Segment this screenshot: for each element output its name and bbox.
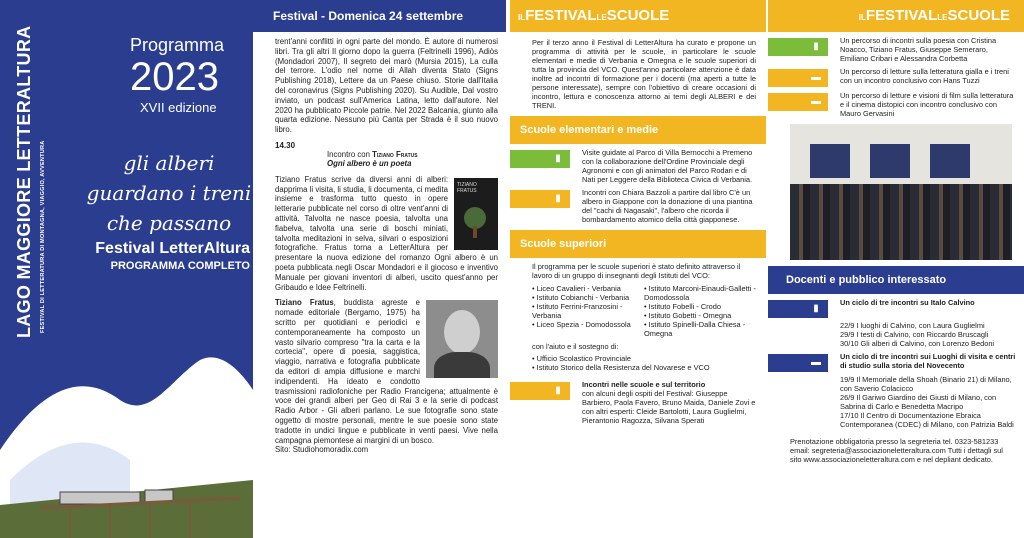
school-item: • Liceo Spezia - Domodossola [532,320,644,329]
list-item [510,376,766,425]
item-text: Un percorso di incontri sulla poesia con Cristina Noacco, Tiziano Fratus, Giuseppe Semeraro, Emiliano Cribari e Alessandra Corbetta [840,36,997,63]
luoghi-dates [768,372,1024,429]
year: 2023 [130,55,219,99]
item-text: Un percorso di letture sulla letteratura gialla e i treni con un incontro conclusivo con Hans Tuzzi [840,67,1009,85]
schools-list [510,280,766,338]
docenti-header: Docenti e pubblico interessato [768,266,1024,294]
support-item: • Ufficio Scolastico Provinciale [532,354,756,363]
book-icon: ▮ [555,153,561,164]
date-item: 17/10 Il Centro di Documentazione Ebraica Contemporanea (CDEC) di Milano, con Patrizia Baldi [840,411,1014,429]
item-text: Un percorso di letture e visioni di film sulla letteratura e il cinema distopici con incontro conclusivo con Mauro Gervasini [840,91,1014,118]
list-item [768,348,1024,372]
section-header: Festival - Domenica 24 settembre [253,0,506,32]
header-scuole: SCUOLE [947,7,1010,24]
incontro-prefix: Incontro con [327,149,370,159]
bio-text: , buddista agreste e nomade editoriale (Bergamo, 1975) ha scritto per quotidiani e periodici e contemporaneamente ha composto un vasto silvario compreso "tra la carta e la cortecia", opere di poesia, saggistica, viaggio, narrativa e fotografia pubblicate da editori di ampia diffusione e marchi indipendenti. Ha ideato e condotto trasmissioni radiofoniche per Radio Francigena; attualmente è voce dei grandi alberi per Geo di Rai 3 e la serie di podcast Radio Arbor - Gli alberi parlano. Le sue fotografie sono state oggetto di mostre personali, mentre le sue poesie sono state tradotte in undici lingue e pubblicate in venti paesi. Vive nella campagna piemontese ai margini di un bosco. [275,298,498,445]
school-item: • Istituto Ferrini-Franzosini - Verbania [532,302,644,320]
panel-schools [510,0,766,538]
programma-label: Programma [130,35,225,55]
date-item: 22/9 I luoghi di Calvino, con Laura Guglielmi [840,321,985,330]
elementari-header: Scuole elementari e medie [510,116,766,144]
section-header-schools-2 [768,0,1024,32]
train-icon: ▬ [811,96,821,107]
section-header-schools [510,0,766,32]
train-icon: ▬ [811,357,821,368]
support-item: • Istituto Storico della Resistenza del Novarese e VCO [532,363,756,372]
calvino-dates [768,318,1024,348]
panel-festival-sunday [253,0,506,538]
speaker-name: Tiziano Fratus [372,149,418,159]
author-portrait [426,300,498,378]
school-item: • Istituto Spinelli-Dalla Chiesa - Omegna [644,320,756,338]
school-item: • Istituto Fobelli - Crodo [644,302,756,311]
header-il: IL [518,13,526,22]
audience-photo [790,124,1012,260]
list-item [768,294,1024,318]
header-festival: FESTIVAL [865,7,938,24]
train-icon: ▬ [811,72,821,83]
cover-panel [0,0,253,538]
booking-footer: Prenotazione obbligatoria presso la segreteria tel. 0323-581233 email: segreteria@associazioneletteraltura.com Tutti i dettagli sul sito www.associazioneletteraltura.com e nel depliant dedicato. [790,437,1003,464]
panel-schools-2 [768,0,1024,538]
list-item [510,184,766,224]
festival-name: Festival LetterAltura [95,240,250,257]
calvino-title: Un ciclo di tre incontri su Italo Calvino [840,298,975,307]
vertical-subtitle: FESTIVAL DI LETTERATURA DI MONTAGNA, VIAGGIO, AVVENTURA [40,140,46,333]
event-description: Tiziano Fratus scrive da diversi anni di alberi: dapprima li visita, li studia, li documenta, ci medita insieme e trasforma tutto questo in opere letterarie pubblicate nel corso di oltre vent'anni di attività. Talvolta ne nasce poesia, talvolta una fiabelva, talvolta una serie di boschi miniati, talvolta meditazioni in selva, silvari o esposizioni fotografiche. Fratus torna a LetterAltura per presentare la nuova edizione del romanzo Ogni albero è un poeta pubblicata negli Oscar Mondadori e il giocoso e inventivo Manuale per giovani inventori di alberi, uscito quest'anno per Gribaudo e Idee Feltrinelli. [275,174,498,292]
date-item: 26/9 Il Gariwo Giardino dei Giusti di Milano, con Sabrina di Carlo e Benedetta Macripo [840,393,997,411]
header-il: IL [858,13,866,22]
event-title [275,150,498,169]
school-item: • Istituto Cobianchi - Verbania [532,293,644,302]
bio-name: Tiziano Fratus [275,298,334,308]
date-item: 30/10 Gli alberi di Calvino, con Lorenzo Bedoni [840,339,995,348]
territorio-title: Incontri nelle scuole e sul territorio [582,380,706,389]
item-text: Visite guidate al Parco di Villa Bernocchi a Premeno con la collaborazione dell'Ordine Provinciale degli Agronomi e con gli animatori del Parco Rodari e di Nati per Leggere della Biblioteca Civica di Verbania. [582,148,753,184]
header-le: LE [596,13,607,22]
tree-icon [457,204,493,240]
date-item: 29/9 I testi di Calvino, con Riccardo Bruscagli [840,330,989,339]
cover-illustration [0,330,253,538]
event-name: Ogni albero è un poeta [327,159,412,169]
school-item: • Liceo Cavalieri - Verbania [532,284,644,293]
superiori-header: Scuole superiori [510,230,766,258]
list-item [768,87,1024,118]
event-time: 14.30 [275,140,296,150]
author-site: Sito: Studiohomoradix.com [275,445,369,455]
list-item [510,144,766,184]
programma-completo: PROGRAMMA COMPLETO [110,260,250,272]
book-cover [454,178,498,250]
support-block [510,338,766,372]
school-item: • Istituto Marconi-Einaudi-Galletti - Domodossola [644,284,756,302]
superiori-intro: Il programma per le scuole superiori è stato definito attraverso il lavoro di un gruppo di insegnanti degli Istituti del VCO: [532,262,741,280]
book-title: TIZIANO FRATUS [457,181,477,194]
schools-intro: Per il terzo anno il Festival di LetterAltura ha curato e propone un programma di attività per le scuole, in particolare le scuole elementari e medie di Verbania e Omegna e le scuole superiori di tutta la provincia del VCO. Quest'anno particolare attenzione è data inoltre ad incontri di formazione per i docenti (ma aperti a tutte le persone interessate), sempre con l'obiettivo di creare occasioni di incontro, lettura e conoscenza attorno ai temi degli ALBERI e dei TRENI. [532,38,756,110]
header-scuole: SCUOLE [606,7,670,24]
list-item [768,63,1024,87]
territorio-text: con alcuni degli ospiti del Festival: Giuseppe Barbiero, Paola Favero, Bruno Maida, Daniele Zovi e con altri esperti: Cleide Bartolotti, Laura Guglielmi, Pierantonio Ragozza, Silvana Sperati [582,389,756,425]
school-item: • Istituto Gobetti - Omegna [644,311,756,320]
header-le: LE [937,13,948,22]
bio-continuation: trent'anni conflitti in ogni parte del mondo. È autore di numerosi libri. Tra gli altri Il giorno dopo la guerra (Feltrinelli 1996), Adiòs (Mondadori 2007), Il segreto dei marò (Mursia 2015), La culla del terrore. L'odio nel nome di Allah diventa Stato (Signs Publishing 2018), Lettere da un Paese chiuso. Storie dall'Italia del coronavirus (Signs Publishing 2020). Su Audible, Dal vostro inviato, un podcast sull'America Latina, letto dall'autore. Nel 2020 ha pubblicato Piccole patrie. Nel 2022 Balcania, giunto alla quarta edizione. Nessuno più Canta per Strada è il suo nuovo libro. [275,37,498,135]
item-text: Incontri con Chiara Bazzoli a partire dal libro C'è un albero in Giappone con la donazione di una piantina del "cachi di Nagasaki", l'albero che ricorda il bombardamento atomico della città giapponese. [582,188,753,224]
list-item [768,32,1024,63]
edition: XVII edizione [140,100,217,115]
book-icon: ▮ [555,385,561,396]
book-icon: ▮ [813,41,819,52]
book-icon: ▮ [813,303,819,314]
vertical-title: LAGO MAGGIORE LETTERALTURA [14,25,34,338]
support-intro: con l'aiuto e il sostegno di: [532,342,619,351]
header-festival: FESTIVAL [525,7,597,24]
book-icon: ▮ [555,193,561,204]
date-item: 19/9 Il Memoriale della Shoah (Binario 21) di Milano, con Saverio Colacicco [840,375,1012,393]
luoghi-title: Un ciclo di tre incontri sui Luoghi di visita e centri di studio sulla storia del Novecento [840,352,1016,370]
theme-tagline: gli alberi guardano i treni che passano [86,151,252,235]
